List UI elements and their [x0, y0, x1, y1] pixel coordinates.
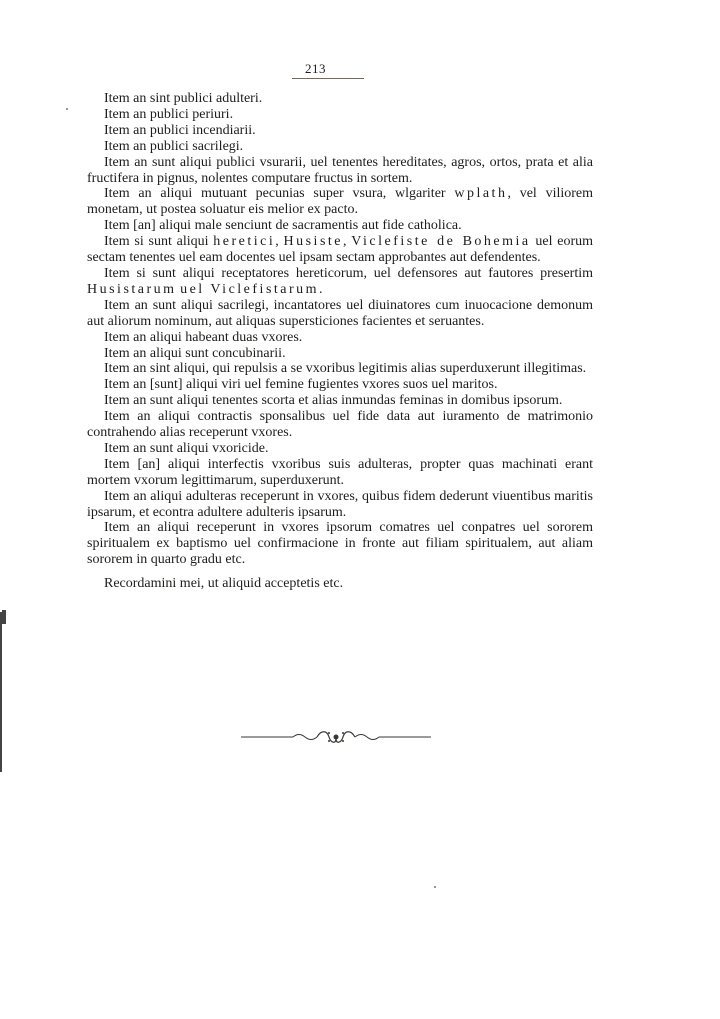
scan-speck: [66, 108, 68, 110]
paragraph: Item si sunt aliqui heretici, Husiste, Viclefiste de Bohemia uel eorum sectam tenentes uel eam docentes uel ipsam sectam approbantes aut defendentes.: [87, 234, 594, 266]
closing-line: Recordamini mei, ut aliquid acceptetis etc.: [104, 576, 344, 592]
paragraph: Item an aliqui receperunt in vxores ipsorum comatres uel conpatres uel sororem spiritualem ex baptismo uel confirmacione in fronte aut filiam spiritualem, aut aliam sororem in quarto gradu etc.: [87, 520, 593, 568]
paragraph: Item an aliqui sunt concubinarii.: [104, 345, 286, 361]
paragraph: Item [an] aliqui male senciunt de sacramentis aut fide catholica.: [104, 218, 462, 234]
paragraph: Item an sunt aliqui publici vsurarii, uel tenentes hereditates, agros, ortos, prata et alia fructifera in pignus, nolentes computare fructus in sortem.: [87, 154, 593, 186]
paragraph: Item an [sunt] aliqui viri uel femine fugientes vxores suos uel maritos.: [104, 377, 498, 393]
ornament-divider-icon: [241, 730, 431, 744]
paragraph: Item an publici periuri.: [104, 106, 234, 122]
paragraph: Item an sint publici adulteri.: [104, 91, 263, 106]
binding-edge-mark: [2, 610, 6, 624]
paragraph: Item an aliqui mutuant pecunias super vsura, wlgariter wplath, vel viliorem monetam, ut postea soluatur eis melior ex pacto.: [87, 186, 594, 218]
paragraph: Item an publici sacrilegi.: [104, 138, 244, 154]
page-number: 213: [305, 61, 326, 76]
paragraph: Item an aliqui habeant duas vxores.: [104, 329, 303, 345]
paragraph: Item an aliqui adulteras receperunt in vxores, quibus fidem dederunt viuentibus maritis ipsarum, et econtra adultere adulteris ipsarum.: [87, 488, 593, 520]
paragraph: Item an sunt aliqui sacrilegi, incantatores uel diuinatores cum inuocacione demonum aut aliorum nominum, aut aliquas supersticiones facientes et seruantes.: [87, 297, 593, 329]
paragraph: Item si sunt aliqui receptatores hereticorum, uel defensores aut fautores presertim Husistarum uel Viclefistarum.: [87, 265, 593, 297]
paragraph: Item an sunt aliqui tenentes scorta et alias inmundas feminas in domibus ipsorum.: [104, 393, 563, 409]
paragraph: Item an aliqui contractis sponsalibus uel fide data aut iuramento de matrimonio contrahendo alias receperunt vxores.: [87, 409, 593, 441]
scan-speck: [434, 886, 436, 888]
paragraph: Item [an] aliqui interfectis vxoribus suis adulteras, propter quas machinati erant mortem vxorum legittimarum, superduxerunt.: [87, 456, 593, 488]
binding-edge-mark: [0, 612, 2, 772]
text-block: [87, 91, 593, 592]
page-number-rule: [292, 78, 364, 79]
paragraph: Item an sint aliqui, qui repulsis a se vxoribus legitimis alias superduxerunt illegitimas.: [104, 361, 587, 377]
paragraph: Item an publici incendiarii.: [104, 122, 256, 138]
paragraph: Item an sunt aliqui vxoricide.: [104, 440, 269, 456]
